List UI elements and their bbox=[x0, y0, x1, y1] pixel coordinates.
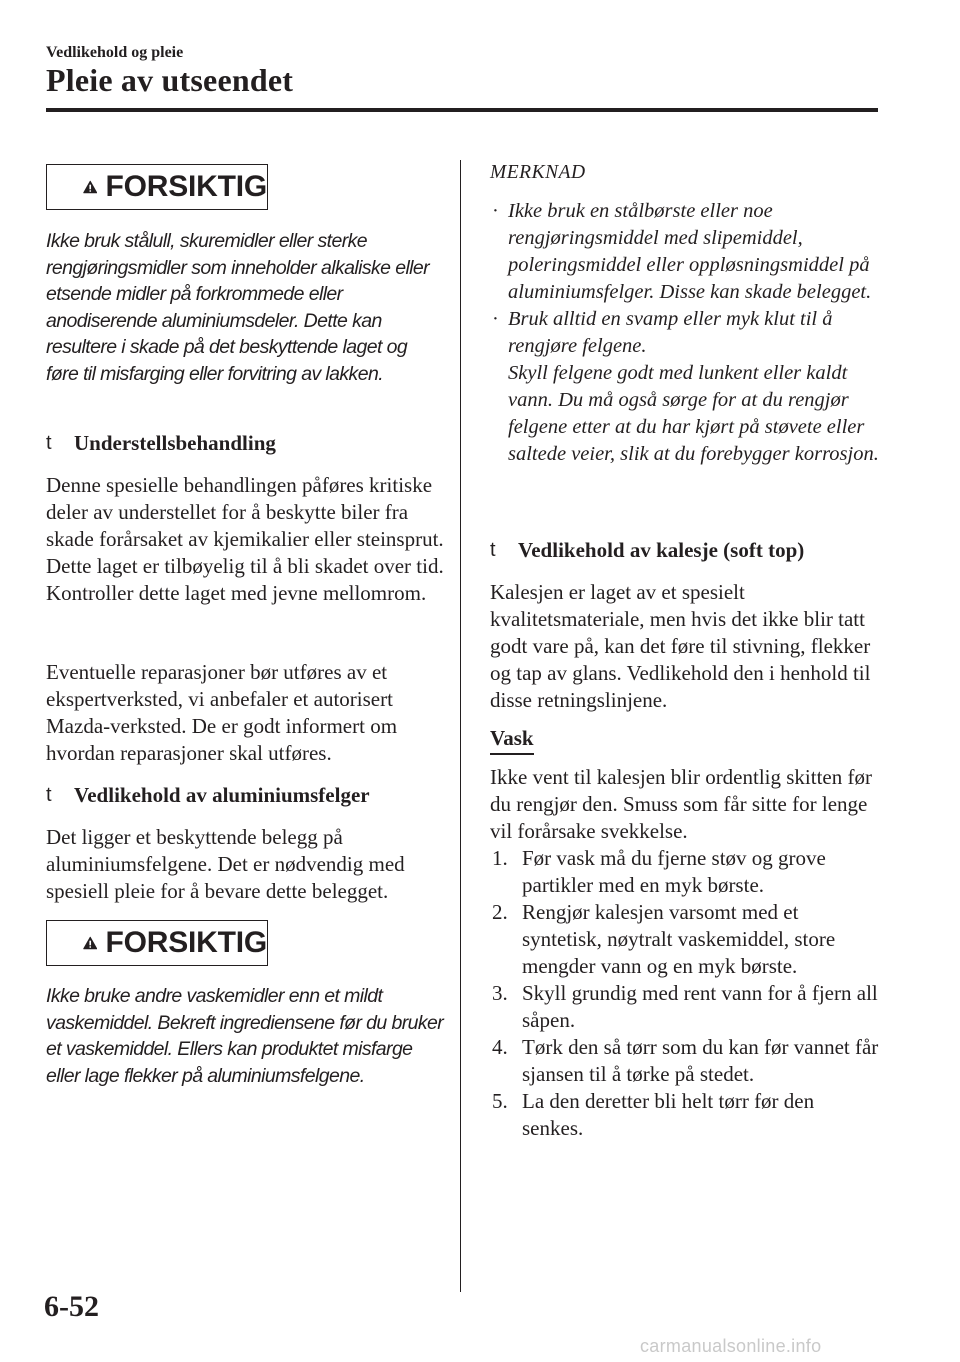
softtop-para bbox=[490, 579, 882, 714]
heading-underbody-text: Understellsbehandling bbox=[74, 431, 276, 455]
heading-softtop bbox=[490, 537, 890, 563]
note-item-text: Skyll felgene godt med lunkent eller kaldt vann. Du må også sørge for at du rengjør felgene etter at du har kjørt på støvete eller saltede veier, slik at du forebygger korrosjon. bbox=[508, 362, 879, 465]
step-number: 2. bbox=[492, 900, 508, 924]
underbody-para-1-text: Denne spesielle behandlingen påføres kritiske deler av understellet for å beskytte biler fra skade forårsaket av kjemikalier eller steinsprut. Dette laget er tilbøyelig til å bli skadet over tid. Kontroller dette laget med jevne mellomrom. bbox=[46, 473, 444, 605]
column-divider bbox=[460, 160, 461, 1292]
heading-softtop-text: Vedlikehold av kalesje (soft top) bbox=[518, 538, 805, 562]
step-text: La den deretter bli helt tørr før den senkes. bbox=[522, 1089, 815, 1140]
step-number: 3. bbox=[492, 981, 508, 1005]
heading-wheels-text: Vedlikehold av aluminiumsfelger bbox=[74, 783, 370, 807]
caution-label: FORSIKTIG bbox=[105, 926, 267, 959]
note-item-text: Ikke bruk en stålbørste eller noe rengjøringsmiddel med slipemiddel, poleringsmiddel eller oppløsningsmiddel på aluminiumsfelger. Disse kan skade belegget. bbox=[508, 200, 872, 303]
bullet-dot-icon: · bbox=[492, 308, 499, 330]
header-rule bbox=[46, 108, 878, 112]
watermark: carmanualsonline.info bbox=[640, 1336, 822, 1356]
note-label: MERKNAD bbox=[490, 162, 586, 183]
softtop-para-text: Kalesjen er laget av et spesielt kvalitetsmateriale, men hvis det ikke blir tatt godt vare på, kan det føre til stivning, flekker og tap av glans. Vedlikehold den i henhold til disse retningslinjene. bbox=[490, 580, 871, 712]
underbody-para-2-text: Eventuelle reparasjoner bør utføres av et ekspertverksted, vi anbefaler et autorisert Mazda-verksted. De er godt informert om hvordan reparasjoner skal utføres. bbox=[46, 660, 398, 765]
heading-wheels bbox=[46, 782, 446, 808]
caution-label: FORSIKTIG bbox=[105, 170, 267, 203]
wash-subheading bbox=[490, 726, 534, 755]
list-item bbox=[492, 980, 880, 1034]
step-number: 4. bbox=[492, 1035, 508, 1059]
step-text: Rengjør kalesjen varsomt med et syntetisk, nøytralt vaskemiddel, store mengder vann og en myk børste. bbox=[522, 900, 836, 978]
list-item bbox=[492, 845, 880, 899]
step-number: 1. bbox=[492, 846, 508, 870]
bullet-dot-icon: · bbox=[492, 200, 499, 222]
warning-triangle-icon bbox=[83, 173, 97, 201]
caution-box-2 bbox=[46, 920, 268, 966]
warning-triangle-icon bbox=[83, 929, 97, 957]
heading-bullet-icon: t bbox=[46, 784, 52, 806]
step-text: Før vask må du fjerne støv og grove partikler med en myk børste. bbox=[522, 846, 826, 897]
heading-bullet-icon: t bbox=[46, 432, 52, 454]
wheels-para bbox=[46, 824, 446, 905]
section-label: Vedlikehold og pleie bbox=[46, 44, 184, 61]
note-block bbox=[490, 198, 880, 468]
wash-intro-text: Ikke vent til kalesjen blir ordentlig skitten før du rengjør den. Smuss som får sitte for lenge vil forårsake svekkelse. bbox=[490, 765, 872, 843]
list-item bbox=[492, 899, 880, 980]
caution-text-2: Ikke bruke andre vaskemidler enn et mildt vaskemiddel. Bekreft ingrediensene før du bruker et vaskemiddel. Ellers kan produktet misfarge eller lage flekker på aluminiumsfelgene. bbox=[46, 985, 444, 1087]
underbody-para-1 bbox=[46, 472, 446, 607]
note-item-text: Bruk alltid en svamp eller myk klut til å rengjøre felgene. bbox=[508, 308, 833, 357]
list-item bbox=[492, 1034, 880, 1088]
wash-subheading-text: Vask bbox=[490, 726, 534, 750]
caution-box-1 bbox=[46, 164, 268, 210]
page-number: 6-52 bbox=[44, 1290, 99, 1323]
heading-underbody bbox=[46, 430, 446, 456]
step-text: Skyll grundig med rent vann for å fjern all såpen. bbox=[522, 981, 878, 1032]
note-item bbox=[490, 198, 880, 306]
page-title: Pleie av utseendet bbox=[46, 62, 294, 98]
wheels-para-text: Det ligger et beskyttende belegg på aluminiumsfelgene. Det er nødvendig med spesiell pleie for å bevare dette belegget. bbox=[46, 825, 405, 903]
note-item bbox=[490, 306, 880, 468]
heading-bullet-icon: t bbox=[490, 539, 496, 561]
wash-steps bbox=[492, 845, 880, 1142]
step-number: 5. bbox=[492, 1089, 508, 1113]
list-item bbox=[492, 1088, 880, 1142]
wash-intro bbox=[490, 764, 882, 845]
subheading-underline bbox=[490, 753, 534, 755]
underbody-para-2 bbox=[46, 659, 446, 767]
caution-text-1: Ikke bruk stålull, skuremidler eller sterke rengjøringsmidler som inneholder alkaliske eller etsende midler på forkrommede eller anodiserende aluminiumsdeler. Dette kan resultere i skade på det beskyttende laget og føre til misfarging eller forvitring av lakken. bbox=[46, 230, 430, 385]
step-text: Tørk den så tørr som du kan før vannet får sjansen til å tørke på stedet. bbox=[522, 1035, 879, 1086]
